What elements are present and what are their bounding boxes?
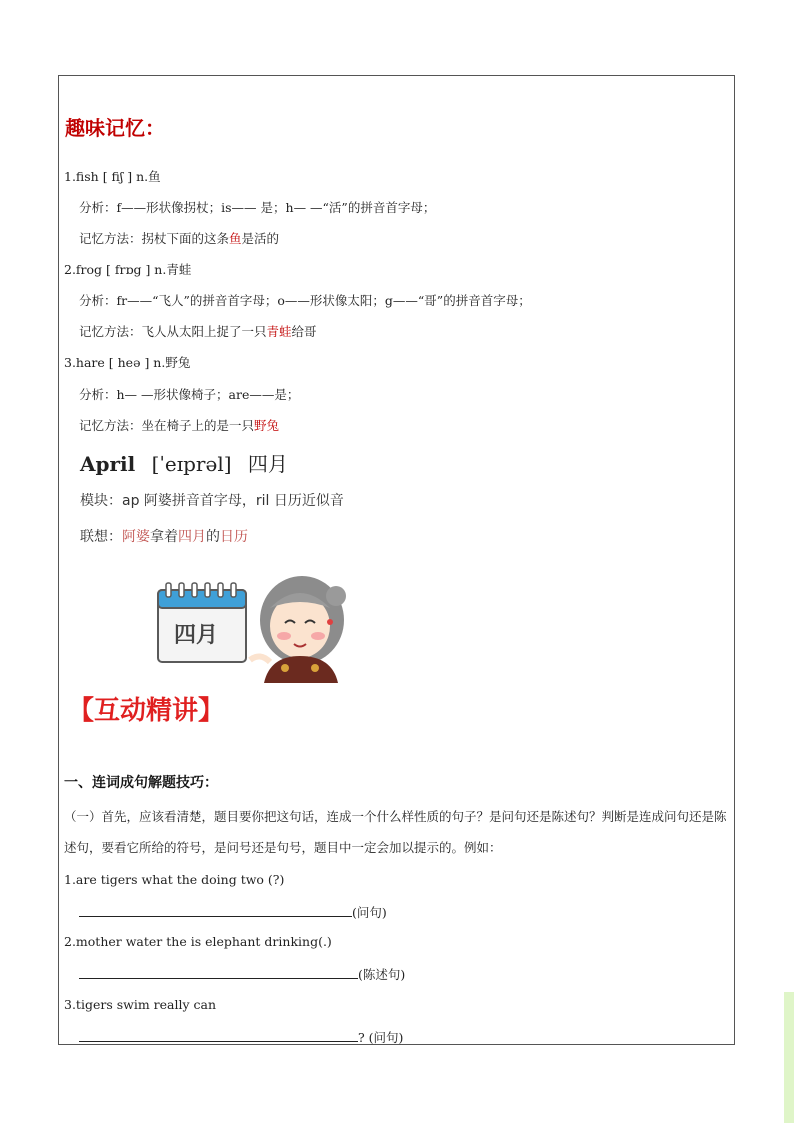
side-scroll-strip — [784, 992, 794, 1123]
vocab-item-method — [79, 322, 317, 340]
section-intro: （一）首先，应该看清楚，题目要你把这句话，连成一个什么样性质的句子？是问句还是陈述句？判断是连成问句还是陈述句，要看它所给的符号，是问号还是句号，题目中一定会加以提示的。例如： — [64, 809, 727, 855]
method-text: 记忆方法：拐杖下面的这条 — [79, 231, 230, 246]
method-highlight: 鱼 — [229, 231, 242, 246]
answer-blank[interactable] — [79, 903, 352, 917]
vocab-item-analysis: 分析：fr——“飞人”的拼音首字母；o——形状像太阳；g——“哥”的拼音首字母； — [79, 293, 531, 308]
card-word: April — [80, 452, 136, 476]
card-assoc-line — [80, 526, 248, 546]
answer-suffix: (陈述句) — [358, 967, 406, 982]
exercise-answer-line — [79, 965, 405, 983]
vocab-item-analysis: 分析：h— —形状像椅子；are——是； — [79, 387, 300, 402]
card-phonetic: [ˈeɪprəl] — [151, 452, 232, 476]
assoc-highlight: 日历 — [220, 529, 248, 545]
exercise-answer-line — [79, 903, 387, 921]
assoc-text: 的 — [206, 529, 220, 545]
section-title: 【互动精讲】 — [68, 696, 225, 726]
exercise-answer-line — [79, 1028, 403, 1046]
vocab-item-title: 1.fish [ fiʃ ] n.鱼 — [64, 169, 161, 184]
april-memory-card — [70, 440, 380, 685]
vocab-item-method — [79, 416, 279, 434]
card-module-line — [80, 490, 344, 510]
exercise-prompt: 2.mother water the is elephant drinking(.) — [64, 934, 332, 949]
calendar-label: 四月 — [174, 623, 219, 648]
card-meaning: 四月 — [247, 452, 288, 476]
exercise-prompt: 1.are tigers what the doing two (?) — [64, 872, 285, 887]
section-subheading: 一、连词成句解题技巧： — [64, 775, 218, 791]
card-module-text: ap 阿婆拼音首字母，ril 日历近似音 — [122, 493, 344, 509]
answer-blank[interactable] — [79, 965, 358, 979]
method-highlight: 青蛙 — [266, 324, 292, 339]
vocab-item-title: 2.frog [ frɒg ] n.青蛙 — [64, 262, 192, 277]
exercise-prompt: 3.tigers swim really can — [64, 997, 217, 1012]
vocab-item-analysis: 分析：f——形状像拐杖；is—— 是；h— —“活”的拼音首字母； — [79, 200, 436, 215]
assoc-highlight: 四月 — [178, 529, 206, 545]
vocab-item-title: 3.hare [ heə ] n.野兔 — [64, 355, 191, 370]
method-text: 是活的 — [241, 231, 280, 246]
assoc-highlight: 阿婆 — [122, 529, 150, 545]
method-highlight: 野兔 — [254, 418, 280, 433]
method-text: 记忆方法：飞人从太阳上捉了一只 — [79, 324, 267, 339]
answer-suffix: (问句) — [352, 905, 387, 920]
vocab-item-method — [79, 229, 279, 247]
method-text: 给哥 — [291, 324, 317, 339]
card-module-label: 模块： — [80, 493, 122, 509]
answer-blank[interactable] — [79, 1028, 358, 1042]
card-assoc-label: 联想： — [80, 529, 122, 545]
fun-memory-heading: 趣味记忆： — [65, 116, 165, 140]
answer-suffix: ? (问句) — [358, 1030, 404, 1045]
card-title — [80, 448, 288, 477]
grandma-icon — [240, 568, 360, 683]
assoc-text: 拿着 — [150, 529, 178, 545]
method-text: 记忆方法：坐在椅子上的是一只 — [79, 418, 255, 433]
